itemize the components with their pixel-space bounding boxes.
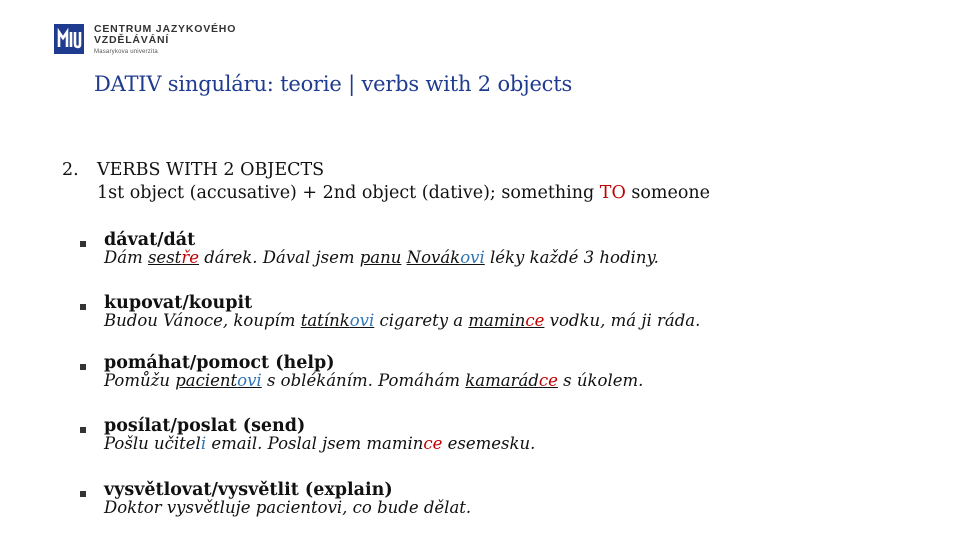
- word-ending: ovi: [460, 248, 485, 267]
- bullet-icon: [80, 491, 86, 497]
- example: [104, 248, 659, 267]
- verb: kupovat/koupit: [104, 293, 253, 313]
- logo: [54, 24, 236, 55]
- underlined-word: [407, 248, 485, 267]
- verb: pomáhat/pomoct (help): [104, 353, 335, 373]
- section-desc-after: someone: [625, 183, 711, 203]
- example-text: léky každé 3 hodiny.: [484, 248, 659, 267]
- example: Doktor vysvětluje pacientovi, co bude dělat.: [104, 498, 472, 517]
- example-text: Pošlu učitel: [104, 434, 201, 453]
- word-ending: ovi: [237, 371, 262, 390]
- section-heading: VERBS WITH 2 OBJECTS: [97, 160, 325, 180]
- underlined-word: [148, 248, 199, 267]
- word-ending: ce: [423, 434, 443, 453]
- word-stem: panu: [359, 248, 402, 267]
- word-stem: kamarád: [465, 371, 539, 390]
- logo-line-3: Masarykova univerzita: [94, 49, 158, 55]
- section-number: 2.: [62, 160, 79, 180]
- example-text: s oblékáním. Pomáhám: [261, 371, 466, 390]
- word-ending: i: [200, 434, 207, 453]
- example: [104, 311, 700, 330]
- slide-title: DATIV singuláru: teorie | verbs with 2 objects: [94, 72, 573, 96]
- example-text: dárek. Dával jsem: [198, 248, 360, 267]
- example-text: Pomůžu: [104, 371, 176, 390]
- verb: dávat/dát: [104, 230, 196, 250]
- example-text: email. Poslal jsem mamin: [206, 434, 424, 453]
- word-stem: mamin: [468, 311, 526, 330]
- section-description: [97, 183, 710, 203]
- word-stem: sest: [147, 248, 182, 267]
- word-ending: ce: [538, 371, 558, 390]
- section-desc-before: 1st object (accusative) + 2nd object (dative); something: [97, 183, 600, 203]
- word-ending: ře: [181, 248, 199, 267]
- section-desc-highlight: TO: [599, 183, 626, 203]
- bullet-icon: [80, 304, 86, 310]
- word-ending: ce: [525, 311, 545, 330]
- underlined-word: [360, 248, 402, 267]
- bullet-icon: [80, 364, 86, 370]
- word-stem: pacient: [175, 371, 238, 390]
- example-text: cigarety a: [374, 311, 469, 330]
- example-text: s úkolem.: [557, 371, 644, 390]
- word-stem: Novák: [406, 248, 461, 267]
- verb: vysvětlovat/vysvětlit (explain): [104, 480, 393, 500]
- underlined-word: [468, 311, 544, 330]
- muni-logo-icon: [54, 24, 84, 54]
- underlined-word: [465, 371, 558, 390]
- word-stem: tatínk: [300, 311, 350, 330]
- underlined-word: [175, 371, 262, 390]
- bullet-icon: [80, 427, 86, 433]
- bullet-icon: [80, 241, 86, 247]
- example: [104, 371, 643, 390]
- verb: posílat/poslat (send): [104, 416, 306, 436]
- word-ending: ovi: [349, 311, 375, 330]
- logo-line-2: VZDĚLÁVÁNÍ: [94, 34, 170, 46]
- example-text: Budou Vánoce, koupím: [104, 311, 301, 330]
- example-text: vodku, má ji ráda.: [544, 311, 701, 330]
- underlined-word: [301, 311, 375, 330]
- example-text: esemesku.: [442, 434, 536, 453]
- example: [104, 434, 535, 453]
- example-text: Dám: [104, 248, 148, 267]
- logo-line-1: CENTRUM JAZYKOVÉHO: [94, 23, 237, 35]
